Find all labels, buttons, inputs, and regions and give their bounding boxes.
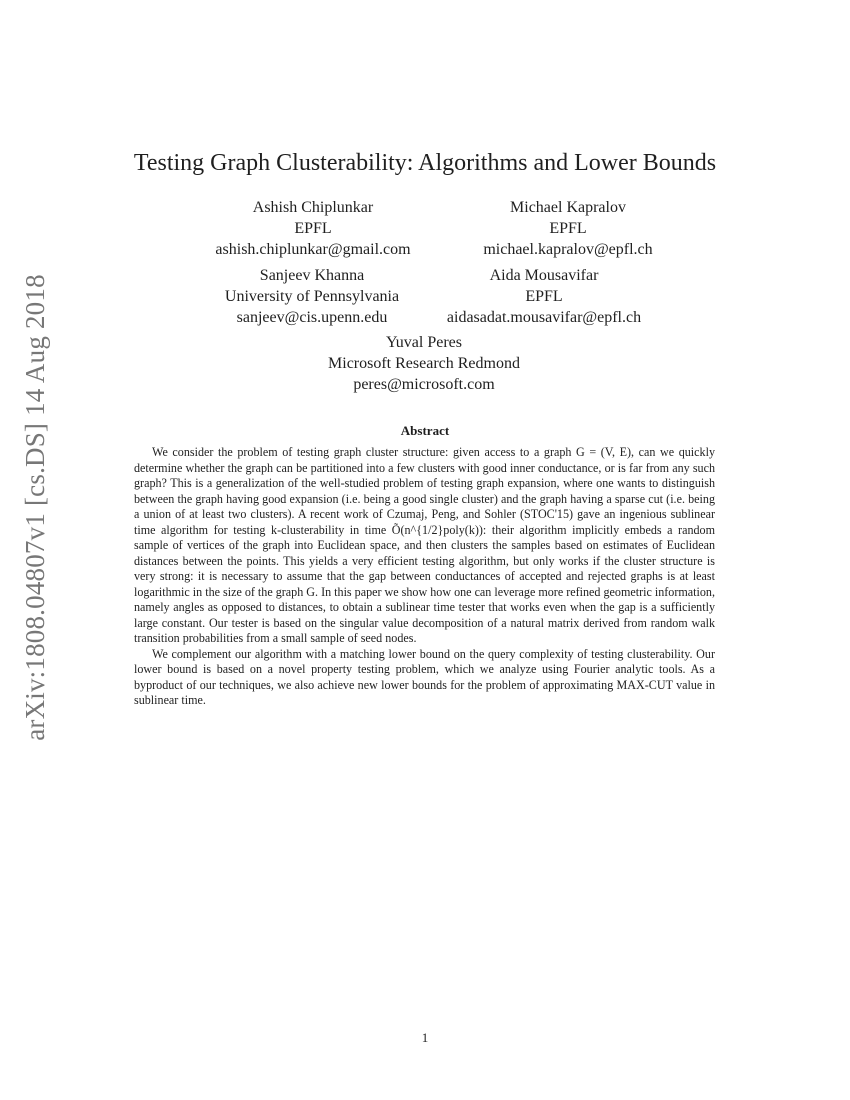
abstract-paragraph: We consider the problem of testing graph cluster structure: given access to a graph G = (V, E), can we quickly determine whether the graph can be partitioned into a few clusters with good inner conductance, or is far from any such graph? This is a generalization of the well-studied problem of testing graph expansion, where one wants to distinguish between the graph having good expansion (i.e. being a good single cluster) and the graph having a sparse cut (i.e. being a union of at least two clusters). A recent work of Czumaj, Peng, and Sohler (STOC'15) gave an ingenious sublinear time algorithm for testing k-clusterability in time Õ(n^{1/2}poly(k)): their algorithm implicitly embeds a random sample of vertices of the graph into Euclidean space, and then clusters the samples based on estimates of Euclidean distances between the points. This yields a very efficient testing algorithm, but only works if the cluster structure is very strong: it is necessary to assume that the gap between conductances of accepted and rejected graphs is at least logarithmic in the size of the graph G. In this paper we show how one can leverage more refined geometric information, namely angles as opposed to distances, to obtain a sublinear time tester that works even when the gap is a sufficiently large constant. Our tester is based on the singular value decomposition of a natural matrix derived from random walk transition probabilities from a small sample of seed nodes. [134,445,715,645]
author-affiliation: EPFL [294,220,332,237]
author-name: Sanjeev Khanna [259,267,365,284]
author-email: ashish.chiplunkar@gmail.com [215,241,411,258]
abstract-body [134,445,715,709]
author-name: Michael Kapralov [510,199,626,216]
author-affiliation: EPFL [525,288,563,305]
author-block [434,265,654,328]
author-email: aidasadat.mousavifar@epfl.ch [446,309,642,326]
author-name: Aida Mousavifar [489,267,599,284]
author-block [310,332,538,395]
author-block [198,265,426,328]
author-block [206,197,420,260]
author-block [455,197,681,260]
author-email: michael.kapralov@epfl.ch [483,241,653,258]
author-name: Ashish Chiplunkar [252,199,374,216]
arxiv-identifier-text: arXiv:1808.04807v1 [cs.DS] 14 Aug 2018 [19,273,50,741]
author-name: Yuval Peres [386,334,462,351]
paper-title: Testing Graph Clusterability: Algorithms and Lower Bounds [133,150,717,176]
author-email: peres@microsoft.com [353,376,495,393]
abstract-heading: Abstract [400,423,450,438]
page-number: 1 [421,1030,429,1045]
arxiv-identifier-stamp [10,262,60,752]
author-affiliation: EPFL [549,220,587,237]
author-affiliation: University of Pennsylvania [224,288,400,305]
author-affiliation: Microsoft Research Redmond [328,355,520,372]
author-email: sanjeev@cis.upenn.edu [236,309,388,326]
abstract-paragraph: We complement our algorithm with a matching lower bound on the query complexity of testing clusterability. Our lower bound is based on a novel property testing problem, which we analyze using Fourier analytic tools. As a byproduct of our techniques, we also achieve new lower bounds for the problem of approximating MAX-CUT value in sublinear time. [134,646,715,707]
